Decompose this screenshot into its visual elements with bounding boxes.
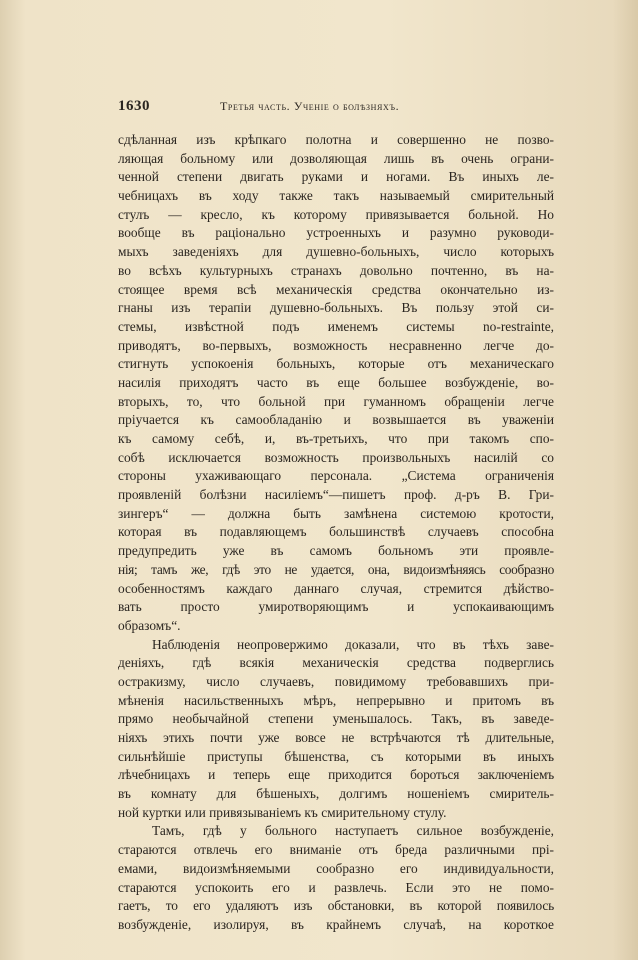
text-line: стараются отвлечь его вниманіе отъ бреда различными прі- <box>118 842 554 858</box>
text-line: стараются успокоить его и развлечь. Если это не помо- <box>118 879 554 895</box>
paragraph-start-line: Тамъ, гдѣ у больного наступаетъ сильное возбужденіе, <box>152 823 554 839</box>
running-head <box>118 98 553 118</box>
text-line: сдѣланная изъ крѣпкаго полотна и совершенно не позво- <box>118 132 554 147</box>
text-line: въ комнату для бѣшеныхъ, долгимъ ношеніемъ смиритель- <box>118 786 554 802</box>
text-line: стемы, извѣстной подъ именемъ системы no-restrainte, <box>118 318 554 334</box>
text-line: образомъ“. <box>118 617 181 633</box>
text-line: емами, видоизмѣняемыми сообразно его индивидуальности, <box>118 860 554 876</box>
text-line: сильнѣйшіе приступы бѣшенства, съ которыми въ иныхъ <box>118 748 554 764</box>
text-body <box>118 131 554 935</box>
text-line: лѣчебницахъ и теперь еще приходится бороться заключеніемъ <box>118 767 554 783</box>
text-line: стигнуть успокоенія больныхъ, которые отъ механическаго <box>118 356 554 372</box>
text-line: вторыхъ, то, что больной при гуманномъ обращеніи легче <box>118 393 554 409</box>
text-line: прямо необычайной степени уменьшалось. Такъ, въ заведе- <box>118 711 554 727</box>
text-line: зингеръ“ — должна быть замѣнена системою кротости, <box>118 505 554 521</box>
text-line: нія; тамъ же, гдѣ это не удается, она, видоизмѣняясь сообразно <box>118 561 554 577</box>
text-line: мыхъ заведеніяхъ для душевно-больныхъ, число которыхъ <box>118 244 554 260</box>
text-line: деніяхъ, гдѣ всякія механическія средства подверглись <box>118 655 554 671</box>
text-line: ной куртки или привязываніемъ къ смирительному стулу. <box>118 804 447 820</box>
text-line: приводятъ, во-первыхъ, возможность несравненно легче до- <box>118 337 554 353</box>
text-line: во всѣхъ культурныхъ странахъ довольно почтенно, въ на- <box>118 262 554 278</box>
text-line: собѣ исключается возможность произвольныхъ насилій со <box>118 449 554 465</box>
page-number: 1630 <box>118 98 150 114</box>
text-line: стоящее время всѣ механическія средства окончательно из- <box>118 281 554 297</box>
text-line: предупредить уже въ самомъ больномъ эти проявле- <box>118 543 554 559</box>
paragraph-start-line: Наблюденія неопровержимо доказали, что въ тѣхъ заве- <box>152 636 554 652</box>
text-line: ніяхъ этихъ почти уже вовсе не встрѣчаются тѣ длительные, <box>118 730 554 745</box>
text-line: пріучается къ самообладанію и возвышается въ уваженіи <box>118 412 554 428</box>
text-line: возбужденіе, изолируя, въ крайнемъ случаѣ, на короткое <box>118 916 554 932</box>
text-line: остракизму, число случаевъ, повидимому требовавшихъ при- <box>118 673 554 689</box>
text-line: проявленій болѣзни насиліемъ“—пишетъ проф. д-ръ В. Гри- <box>118 487 554 503</box>
text-line: гнаны изъ терапіи душевно-больныхъ. Въ пользу этой си- <box>118 300 554 316</box>
text-line: гаетъ, то его удаляютъ изъ обстановки, въ которой появилось <box>118 898 554 914</box>
text-line: вать просто умиротворяющимъ и успокаивающимъ <box>118 599 554 615</box>
text-line: вообще въ раціонально устроенныхъ и разумно руководи- <box>118 225 554 241</box>
text-line: стороны ухаживающаго персонала. „Система ограниченія <box>118 468 554 484</box>
text-line: ляющая больному или дозволяющая лишь въ очень ограни- <box>118 150 554 166</box>
text-line: особенностямъ каждаго даннаго случая, стремится дѣйство- <box>118 580 554 596</box>
text-line: чебницахъ въ ходу также такъ называемый смирительный <box>118 188 554 204</box>
running-head-title: Третья часть. Ученіе о болѣзняхъ. <box>220 99 400 113</box>
text-line: стулъ — кресло, къ которому привязывается больной. Но <box>118 206 554 222</box>
text-line: которая въ подавляющемъ большинствѣ случаевъ способна <box>118 524 554 540</box>
text-line: къ самому себѣ, и, въ-третьихъ, что при такомъ спо- <box>118 431 554 446</box>
text-line: ченной степени двигать руками и ногами. Въ иныхъ ле- <box>118 169 554 185</box>
text-line: насилія приходятъ часто въ еще большее возбужденіе, во- <box>118 374 554 390</box>
text-line: мѣненія насильственныхъ мѣръ, непрерывно и притомъ въ <box>118 692 554 708</box>
